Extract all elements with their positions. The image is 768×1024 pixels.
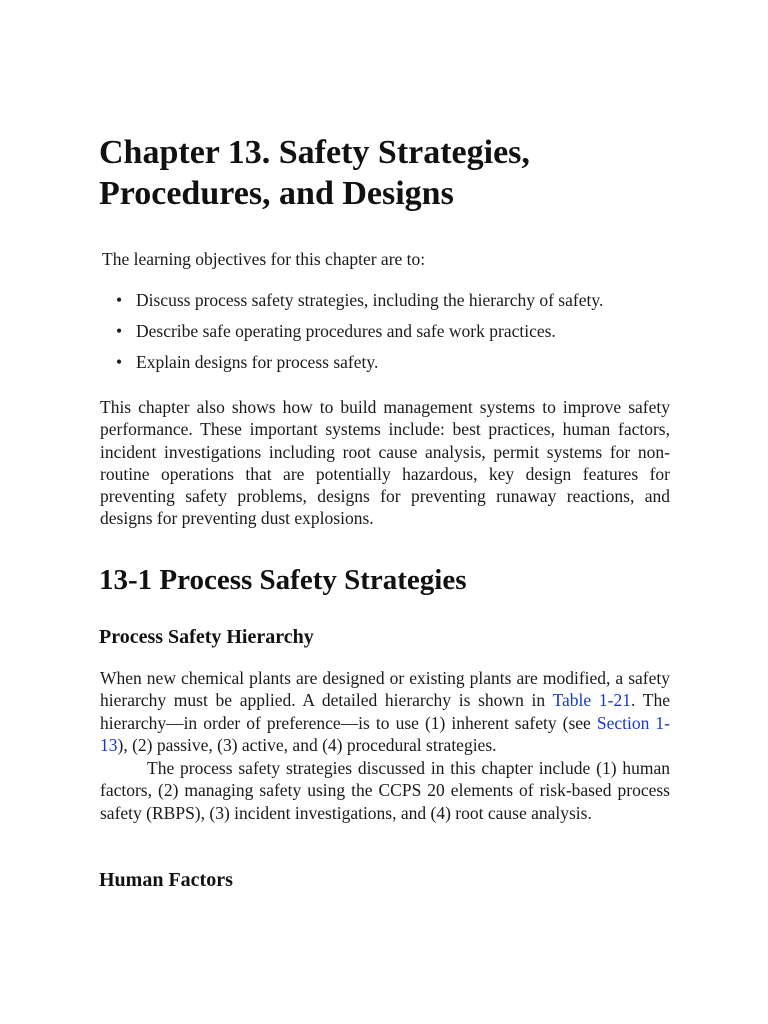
bullet-icon: • [116, 321, 123, 341]
objective-item [99, 289, 603, 320]
strategies-paragraph: The process safety strategies discussed in this chapter include (1) human factors, (2) managing safety using the CCPS 20 elements of risk-based process safety (RBPS), (3) incident investigations, and (4) root cause analysis. [100, 758, 670, 823]
bullet-icon: • [116, 290, 123, 310]
hierarchy-text-2: . The hierarchy—in order of preference—is to use (1) inherent safety (see [100, 690, 670, 733]
hierarchy-text-3: ), (2) passive, (3) active, and (4) procedural strategies. [117, 734, 497, 755]
chapter-title [99, 132, 670, 214]
objective-item [99, 320, 603, 351]
objectives-list [99, 289, 603, 382]
objective-text: Explain designs for process safety. [136, 352, 379, 372]
overview-paragraph: This chapter also shows how to build management systems to improve safety performance. These important systems include: best practices, human factors, incident investigations including root cause analysis, permit systems for non-routine operations that are potentially hazardous, key design features for preventing safety problems, designs for preventing runaway reactions, and designs for preventing dust explosions. [100, 397, 670, 529]
hierarchy-paragraph [100, 667, 670, 756]
table-link[interactable]: Table 1-21 [552, 690, 631, 711]
bullet-icon: • [116, 352, 123, 372]
section-link[interactable]: Section 1-13 [100, 712, 670, 755]
chapter-title-line-1: Chapter 13. Safety Strategies, [99, 134, 530, 171]
hierarchy-text-1: When new chemical plants are designed or existing plants are modified, a safety hierarchy must be applied. A detailed hierarchy is shown in [100, 668, 670, 711]
section-title: 13-1 Process Safety Strategies [99, 564, 467, 596]
objective-item [99, 351, 603, 382]
objective-text: Describe safe operating procedures and safe work practices. [136, 321, 556, 341]
subsection-title-hierarchy: Process Safety Hierarchy [99, 626, 314, 648]
objectives-intro: The learning objectives for this chapter are to: [102, 249, 426, 269]
chapter-title-line-2: Procedures, and Designs [99, 175, 454, 212]
objective-text: Discuss process safety strategies, including the hierarchy of safety. [136, 290, 604, 310]
subsection-title-human-factors: Human Factors [99, 869, 233, 891]
